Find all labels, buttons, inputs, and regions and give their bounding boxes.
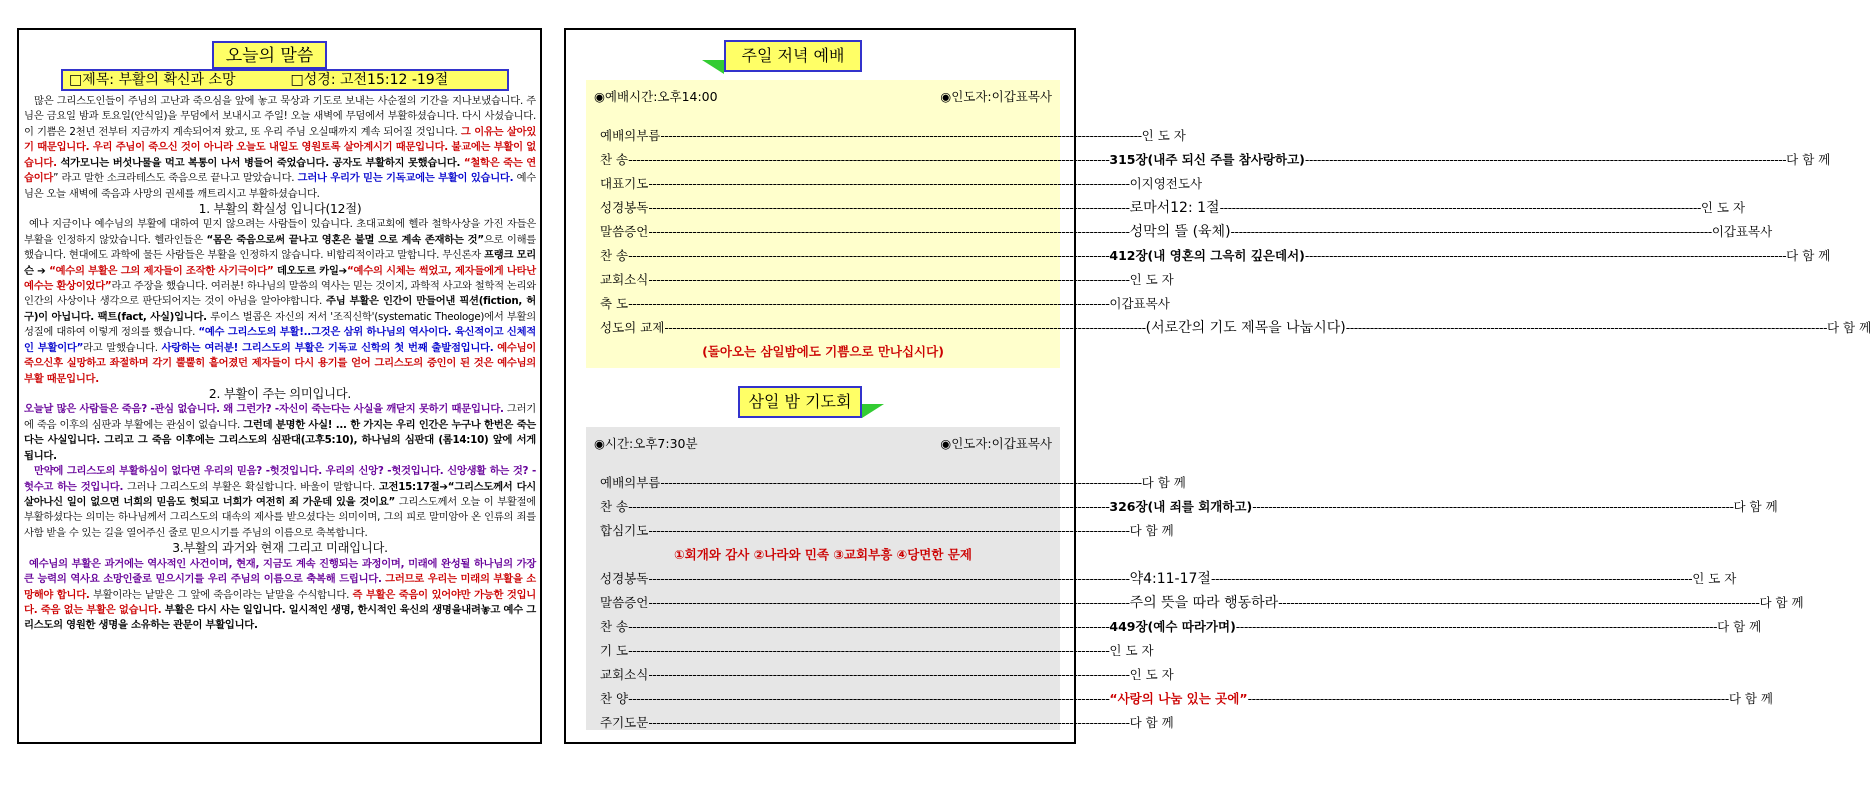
order-row bbox=[600, 220, 1773, 244]
order-item-leader: 다 함 께 bbox=[1826, 320, 1871, 335]
dash-leader: ------------------------------------------------------------------------------------------------------------------------ bbox=[1304, 248, 1787, 263]
order-item-detail: “사랑의 나눔 있는 곳에” bbox=[1109, 691, 1248, 706]
order-item-label: 찬 송 bbox=[600, 619, 629, 634]
order-item-detail: (서로간의 기도 제목을 나눕시다) bbox=[1145, 320, 1346, 336]
dash-leader: ------------------------------------------------------------------------------------------------------------------------ bbox=[648, 272, 1130, 287]
sermon-paragraph bbox=[24, 217, 536, 387]
service-time: ◉시간:오후7:30분 bbox=[594, 436, 698, 451]
dash-leader: ------------------------------------------------------------------------------------------------------------------------ bbox=[664, 320, 1146, 335]
text-run: 으로 이해를 했습니다. 현대에도 과학에 물든 사람들은 부활을 인정하지 않습니다. 비합리적이라고 말합니다. 무신론자 bbox=[24, 233, 536, 262]
text-run: 예수님은 오늘 새벽에 죽음과 사망의 권세를 깨트리시고 부활하셨습니다. bbox=[24, 172, 536, 200]
dash-leader: ------------------------------------------------------------------------------------------------------------------------ bbox=[628, 499, 1110, 514]
order-item-leader: 다 함 께 bbox=[1129, 715, 1174, 730]
order-item-leader: 이지영전도사 bbox=[1129, 176, 1203, 191]
text-run: 부활은 다시 사는 일입니다. 일시적인 생명, 한시적인 육신의 생명을내려놓고 예수 그리스도의 영원한 생명을 소유하는 관문이 부활입니다. bbox=[24, 603, 536, 632]
text-run: 데오도르 카일➔ bbox=[273, 264, 348, 277]
dash-leader: ------------------------------------------------------------------------------------------------------------------------ bbox=[1230, 224, 1712, 239]
order-item-label: 성경봉독 bbox=[600, 571, 649, 586]
order-item-leader: 인 도 자 bbox=[1109, 643, 1154, 658]
service-leader: ◉인도자:이갑표목사 bbox=[940, 436, 1052, 451]
order-row bbox=[600, 292, 1170, 316]
order-row bbox=[600, 148, 1831, 172]
order-item-leader: 다 함 께 bbox=[1129, 523, 1174, 538]
section-title-3: 3.부활의 과거와 현재 그리고 미래입니다. bbox=[172, 541, 388, 556]
dash-leader: ------------------------------------------------------------------------------------------------------------------------ bbox=[628, 691, 1110, 706]
order-list bbox=[600, 471, 1778, 543]
text-run: “예수 그리스도의 부활!..그것은 삼위 하나님의 역사이다. 육신적이고 신체적인 부활이다” bbox=[24, 326, 536, 354]
dash-leader: ------------------------------------------------------------------------------------------------------------------------ bbox=[1278, 595, 1760, 610]
order-item-label: 찬 송 bbox=[600, 499, 629, 514]
text-run: 즉 부활은 죽음이 있어야만 가능한 것입니다. 죽음 없는 부활은 없습니다. bbox=[24, 588, 536, 616]
order-item-label: 주기도문 bbox=[600, 715, 649, 730]
dash-leader: ------------------------------------------------------------------------------------------------------------------------ bbox=[648, 523, 1130, 538]
next-meeting-note: (돌아오는 삼일밤에도 기쁨으로 만나십시다) bbox=[702, 344, 944, 359]
dash-leader: ------------------------------------------------------------------------------------------------------------------------ bbox=[648, 224, 1130, 239]
dash-leader: ------------------------------------------------------------------------------------------------------------------------ bbox=[1304, 152, 1787, 167]
order-item-label: 교회소식 bbox=[600, 272, 649, 287]
service-info bbox=[594, 431, 1052, 457]
order-row bbox=[600, 172, 1203, 196]
order-item-leader: 인 도 자 bbox=[1129, 667, 1174, 682]
dash-leader: ------------------------------------------------------------------------------------------------------------------------ bbox=[1345, 320, 1827, 335]
text-run: 석가모니는 버섯나물을 먹고 복통이 나서 병들어 죽었습니다. 공자도 부활하지 못했습니다. bbox=[56, 156, 464, 169]
text-run: 루이스 벌콥은 자신의 저서 '조직신학'(systematic Theologe)에서 부활의 성질에 대하여 이렇게 정의를 했습니다. bbox=[24, 310, 537, 339]
text-run: 고전15:17절➔“그리스도께서 다시 살아나신 일이 없으면 너희의 믿음도 헛되고 너희가 여전히 죄 가운데 있을 것이요” bbox=[24, 480, 537, 508]
order-row bbox=[600, 316, 1871, 340]
dash-leader: ------------------------------------------------------------------------------------------------------------------------ bbox=[1235, 619, 1718, 634]
text-run: 그러기에 죽음 이후의 심판과 부활에는 관심이 없습니다. bbox=[24, 403, 536, 431]
order-row bbox=[600, 124, 1186, 148]
sermon-subject: □제목: 부활의 확신과 소망 bbox=[69, 72, 236, 88]
sermon-paragraph bbox=[24, 402, 536, 464]
dash-leader: ------------------------------------------------------------------------------------------------------------------------ bbox=[628, 643, 1110, 658]
order-item-leader: 다 함 께 bbox=[1759, 595, 1804, 610]
text-run: 예수님이 죽으신후 실망하고 좌절하며 각기 뿔뿔히 흩어졌던 제자들이 다시 용기를 얻어 그리스도의 증인이 된 것은 예수님의 부활 때문입니다. bbox=[24, 341, 536, 385]
dash-leader: ------------------------------------------------------------------------------------------------------------------------ bbox=[648, 176, 1130, 191]
order-row bbox=[600, 615, 1762, 639]
order-list bbox=[600, 124, 1871, 340]
dash-leader: ------------------------------------------------------------------------------------------------------------------------ bbox=[1252, 499, 1734, 514]
dash-leader: ------------------------------------------------------------------------------------------------------------------------ bbox=[648, 200, 1130, 215]
order-item-leader: 인 도 자 bbox=[1141, 128, 1186, 143]
dash-leader: ------------------------------------------------------------------------------------------------------------------------ bbox=[660, 475, 1142, 490]
order-item-leader: 인 도 자 bbox=[1129, 272, 1174, 287]
text-run: 부활이라는 낱말은 그 앞에 죽음이라는 낱말을 수식합니다. bbox=[89, 588, 353, 601]
order-item-label: 합심기도 bbox=[600, 523, 649, 538]
order-row bbox=[600, 687, 1774, 711]
text-run: 많은 그리스도인들이 주님의 고난과 죽으심을 앞에 놓고 묵상과 기도로 보내는 사순절의 기간을 지나보냈습니다. 주님은 금요일 밤과 토요일(안식일)을 무덤에서 보내시고 주일! 오늘 새벽에 무덤에서 부활하셨습니다. 다시 사셨습니다. 이 기쁨은 2천년 전부터 지금까지 계속되어져 왔고, 또 우리 주님 오실때까지 계속 되어질 것입니다. bbox=[24, 95, 536, 138]
order-item-leader: 다 함 께 bbox=[1786, 152, 1831, 167]
order-row bbox=[600, 268, 1174, 292]
dash-leader: ------------------------------------------------------------------------------------------------------------------------ bbox=[648, 667, 1130, 682]
dash-leader: ------------------------------------------------------------------------------------------------------------------------ bbox=[648, 715, 1130, 730]
order-item-label: 성도의 교제 bbox=[600, 320, 665, 335]
service-info bbox=[594, 84, 1052, 110]
text-run: ” 라고 말한 소크라테스도 죽음으로 끝나고 말았습니다. bbox=[53, 172, 298, 185]
order-item-detail: 약4:11-17절 bbox=[1129, 571, 1211, 587]
dash-leader: ------------------------------------------------------------------------------------------------------------------------ bbox=[1219, 200, 1701, 215]
prayer-topics: ①회개와 감사 ②나라와 민족 ③교회부흥 ④당면한 문제 bbox=[674, 547, 972, 562]
order-item-detail: 449장(예수 따라가며) bbox=[1109, 619, 1236, 634]
dash-leader: ------------------------------------------------------------------------------------------------------------------------ bbox=[648, 571, 1130, 586]
order-item-leader: 다 함 께 bbox=[1733, 499, 1778, 514]
order-row bbox=[600, 244, 1831, 268]
text-run: 그러나 그리스도의 부활은 확실합니다. 바울이 말합니다. bbox=[123, 480, 379, 493]
text-run: “예수의 시체는 썩었고, 제자들에게 나타난 예수는 환상이었다” bbox=[24, 264, 537, 293]
sermon-panel bbox=[17, 28, 542, 744]
order-row bbox=[600, 639, 1154, 663]
order-item-detail: 315장(내주 되신 주를 참사랑하고) bbox=[1109, 152, 1305, 167]
order-item-leader: 다 함 께 bbox=[1717, 619, 1762, 634]
dash-leader: ------------------------------------------------------------------------------------------------------------------------ bbox=[648, 595, 1130, 610]
text-run: 그런데 분명한 사실! ... 한 가지는 우리 인간은 누구나 한번은 죽는다는 사실입니다. 그리고 그 죽음 이후에는 그리스도의 심판대(고후5:10), 하나님의 심판대 (롬14:10) 앞에 서게 됩니다. bbox=[24, 418, 537, 462]
order-item-label: 성경봉독 bbox=[600, 200, 649, 215]
text-run: 만약에 그리스도의 부활하심이 없다면 우리의 믿음? -헛것입니다. 우리의 신앙? -헛것입니다. 신앙생활 하는 것? -헛수고 하는 것입니다. bbox=[24, 465, 536, 493]
order-row bbox=[600, 711, 1174, 735]
text-run: 그 이유는 살아있기 때문입니다. 우리 주님이 죽으신 것이 아니라 오늘도 내일도 영원토록 살아계시기 때문입니다. 불교에는 부활이 없습니다. bbox=[24, 125, 537, 169]
text-run: 그리스도께서 오늘 이 부활절에 부활하셨다는 의미는 하나님께서 그리스도의 대속의 제사를 받으셨다는 의미이며, 그의 피로 말미암아 온 인류의 죄를 사함 받을 수 있는 길을 열어주신 줄로 믿으시기를 주님의 이름으로 축복합니다. bbox=[24, 495, 536, 539]
sermon-body bbox=[24, 94, 536, 634]
service-time: ◉예배시간:오후14:00 bbox=[594, 89, 718, 104]
dash-leader: ------------------------------------------------------------------------------------------------------------------------ bbox=[628, 152, 1110, 167]
order-row bbox=[600, 495, 1778, 519]
sermon-heading: 오늘의 말씀 bbox=[212, 41, 327, 69]
dash-leader: ------------------------------------------------------------------------------------------------------------------------ bbox=[628, 248, 1110, 263]
text-run: 주님 부활은 인간이 만들어낸 픽션(fiction, 허구)이 아닙니다. 팩트(fact, 사실)입니다. bbox=[24, 295, 536, 323]
order-item-detail: 326장(내 죄를 회개하고) bbox=[1109, 499, 1253, 514]
text-run: “철학은 죽는 연습이다 bbox=[24, 156, 536, 185]
order-item-detail: 로마서12: 1절 bbox=[1129, 200, 1220, 216]
order-item-label: 말씀증언 bbox=[600, 224, 649, 239]
order-item-leader: 인 도 자 bbox=[1692, 571, 1737, 586]
order-row bbox=[600, 471, 1186, 495]
evening-service-order bbox=[586, 80, 1871, 368]
order-row bbox=[600, 663, 1174, 687]
text-run: 라고 말했습니다. bbox=[83, 341, 162, 354]
text-run: 오늘날 많은 사람들은 죽음? -관심 없습니다. 왜 그런가? -자신이 죽는다는 사실을 깨닫지 못하기 때문입니다. bbox=[24, 403, 504, 416]
dash-leader: ------------------------------------------------------------------------------------------------------------------------ bbox=[660, 128, 1142, 143]
sermon-scripture: □성경: 고전15:12 -19절 bbox=[290, 72, 449, 88]
section-title-1: 1. 부활의 확실성 입니다(12절) bbox=[198, 201, 362, 216]
dash-leader: ------------------------------------------------------------------------------------------------------------------------ bbox=[1247, 691, 1729, 706]
order-item-label: 찬 양 bbox=[600, 691, 629, 706]
banner-ribbon bbox=[702, 60, 724, 74]
prayer-meeting-order bbox=[586, 427, 1804, 730]
order-item-label: 교회소식 bbox=[600, 667, 649, 682]
evening-service-banner: 주일 저녁 예배 bbox=[724, 40, 862, 72]
order-item-label: 축 도 bbox=[600, 296, 629, 311]
banner-ribbon bbox=[862, 404, 884, 418]
worship-order-panel bbox=[564, 28, 1871, 744]
order-row bbox=[600, 591, 1804, 615]
text-run: “몸은 죽음으로써 끝나고 영혼은 불멸 으로 계속 존재하는 것” bbox=[206, 233, 484, 246]
order-item-label: 예배의부름 bbox=[600, 128, 661, 143]
order-item-label: 기 도 bbox=[600, 643, 629, 658]
order-item-label: 찬 송 bbox=[600, 248, 629, 263]
text-run: 사랑하는 여러분! 그리스도의 부활은 기독교 신학의 첫 번째 출발점입니다. bbox=[161, 341, 494, 354]
text-run: 그러나 우리가 믿는 기독교에는 부활이 있습니다. bbox=[297, 172, 514, 185]
text-run: 프랭크 모리슨 ➔ bbox=[24, 249, 536, 277]
sermon-subject-bar bbox=[61, 69, 509, 91]
order-item-detail: 412장(내 영혼의 그윽히 깊은데서) bbox=[1109, 248, 1305, 263]
sermon-paragraph bbox=[24, 464, 536, 541]
order-item-label: 말씀증언 bbox=[600, 595, 649, 610]
order-item-detail: 주의 뜻을 따라 행동하라 bbox=[1129, 595, 1279, 611]
text-run: 예나 지금이나 예수님의 부활에 대하여 믿지 않으려는 사람들이 있습니다. 초대교회에 헬라 철학사상을 가진 자들은 부활을 인정하지 않았습니다. 헬라인들은 bbox=[24, 218, 536, 246]
order-item-leader: 다 함 께 bbox=[1141, 475, 1186, 490]
text-run: 예수님의 부활은 과거에는 역사적인 사건이며, 현재, 지금도 계속 진행되는 과정이며, 미래에 완성될 하나님의 가장 큰 능력의 역사요 소망인줄로 믿으시기를 우리 주님의 이름으로 축복해 드립니다. bbox=[24, 557, 536, 586]
order-item-leader: 이갑표목사 bbox=[1711, 224, 1773, 239]
text-run: 그러므로 우리는 미래의 부활을 소망해야 합니다. bbox=[24, 573, 536, 601]
dash-leader: ------------------------------------------------------------------------------------------------------------------------ bbox=[628, 296, 1110, 311]
order-row bbox=[600, 196, 1746, 220]
section-title-2: 2. 부활이 주는 의미입니다. bbox=[208, 387, 352, 402]
sermon-paragraph bbox=[24, 94, 536, 202]
prayer-meeting-banner: 삼일 밤 기도회 bbox=[738, 386, 862, 418]
dash-leader: ------------------------------------------------------------------------------------------------------------------------ bbox=[628, 619, 1110, 634]
order-item-label: 대표기도 bbox=[600, 176, 649, 191]
order-item-detail: 성막의 뜰 (육체) bbox=[1129, 224, 1231, 240]
order-row bbox=[600, 567, 1737, 591]
order-item-leader: 인 도 자 bbox=[1700, 200, 1746, 215]
text-run: “예수의 부활은 그의 제자들이 조작한 사기극이다” bbox=[49, 264, 274, 277]
order-item-label: 찬 송 bbox=[600, 152, 629, 167]
order-item-leader: 다 함 께 bbox=[1786, 248, 1831, 263]
sermon-paragraph bbox=[24, 557, 536, 634]
dash-leader: ------------------------------------------------------------------------------------------------------------------------ bbox=[1210, 571, 1693, 586]
order-list bbox=[600, 567, 1804, 735]
order-item-label: 예배의부름 bbox=[600, 475, 661, 490]
text-run: 라고 주장을 했습니다. 여러분! 하나님의 말씀의 역사는 믿는 것이지, 과학적 사고와 철학적 논리와 인간의 사상이나 생각으로 판단되어지는 것이 아님을 알아야합니다. bbox=[24, 280, 536, 308]
order-row bbox=[600, 519, 1174, 543]
order-item-leader: 다 함 께 bbox=[1728, 691, 1774, 706]
service-leader: ◉인도자:이갑표목사 bbox=[940, 89, 1052, 104]
order-item-leader: 이갑표목사 bbox=[1109, 296, 1170, 311]
